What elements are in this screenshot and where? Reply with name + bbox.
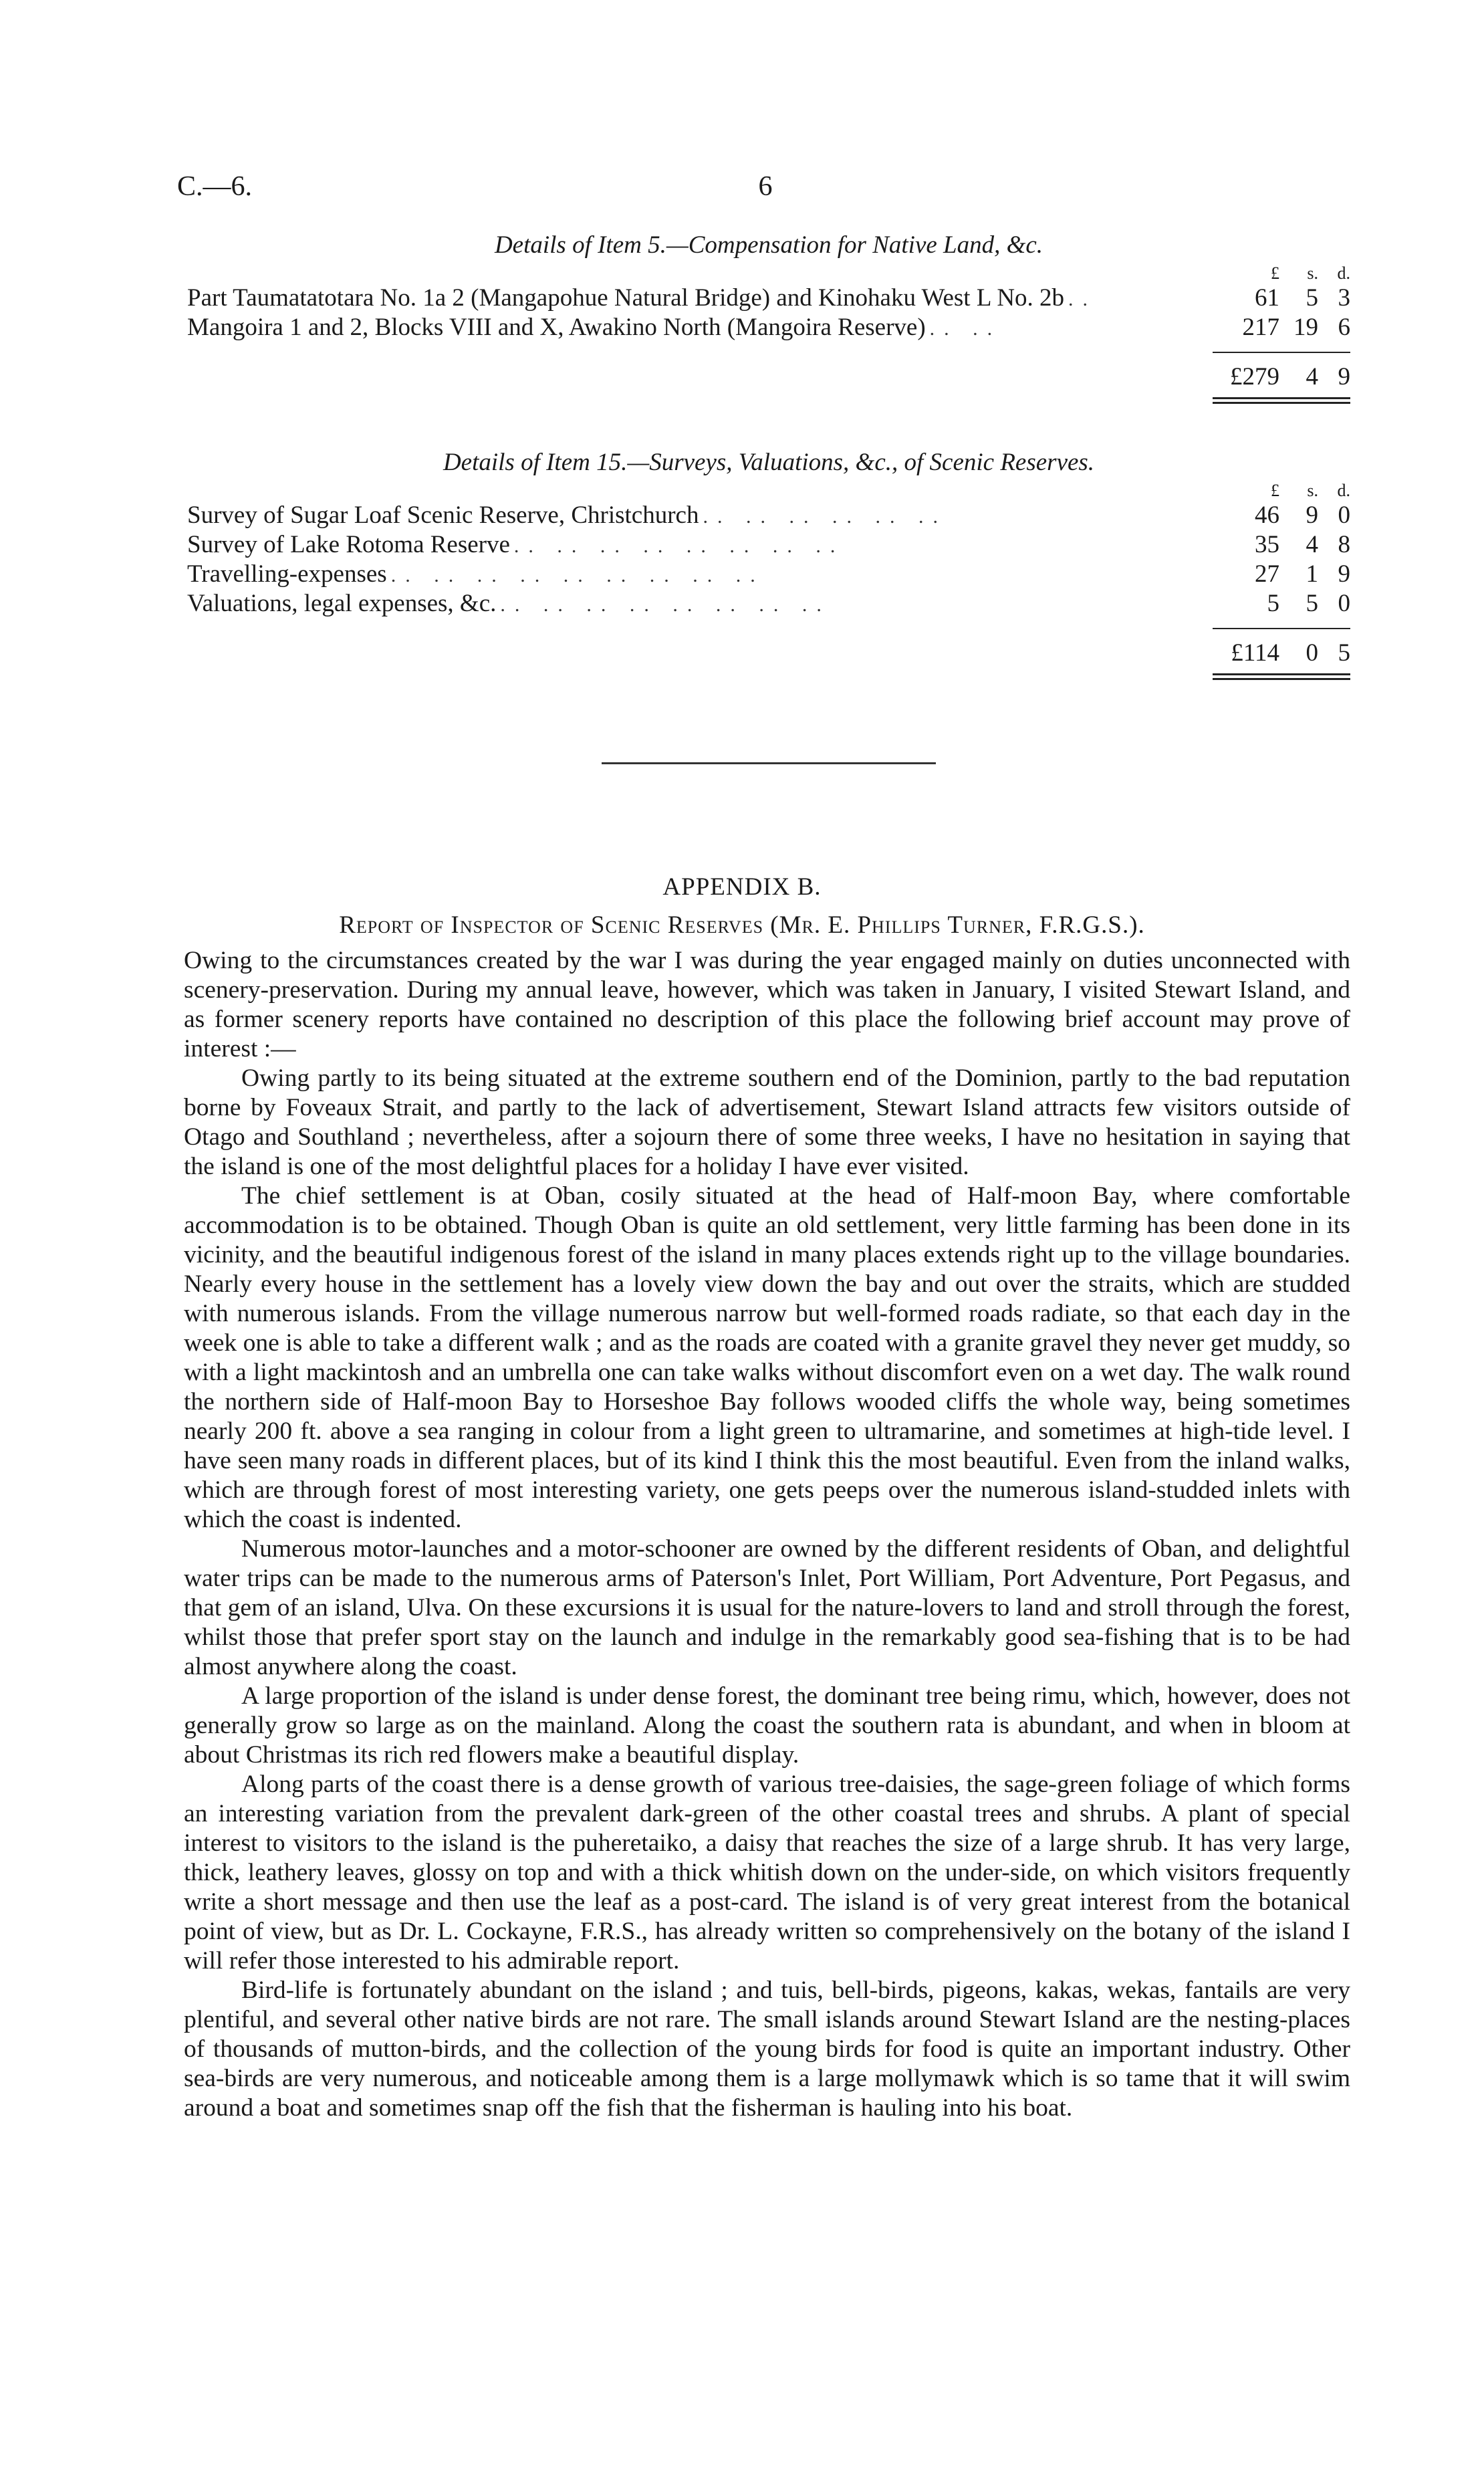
- row-pence: 9: [1338, 560, 1350, 588]
- table-title: Details of Item 15.—Surveys, Valuations, &c., of Scenic Reserves.: [443, 449, 1095, 476]
- compensation-table: [187, 231, 1350, 404]
- total-row: [187, 628, 1350, 667]
- paragraph: Bird-life is fortunately abundant on the island ; and tuis, bell-birds, pigeons, kakas, wekas, fantails are very plentiful, and several other native birds are not rare. The small islands around Stewart Island are the nesting-places of thousands of mutton-birds, and the collection of the young birds for food is quite an important industry. Other sea-birds are very numerous, and noticeable among them is a large mollymawk which is so tame that it will swim around a boat and sometimes snap off the fish that the fisherman is hauling into his boat.: [184, 1977, 1350, 2122]
- row-pounds: 27: [1255, 560, 1279, 588]
- row-pounds: 35: [1255, 531, 1279, 558]
- row-shillings: 5: [1306, 284, 1318, 312]
- row-pence: 0: [1338, 590, 1350, 617]
- row-description: Valuations, legal expenses, &c.: [187, 590, 497, 617]
- row-pounds: 5: [1267, 590, 1279, 617]
- row-pounds: 46: [1255, 501, 1279, 529]
- row-shillings: 4: [1306, 531, 1318, 558]
- pence-head: d.: [1337, 263, 1350, 283]
- row-pounds: 217: [1242, 314, 1279, 341]
- table-row: [187, 589, 1350, 619]
- report-heading: Report of Inspector of Scenic Reserves (Mr. E. Phillips Turner, F.R.G.S.).: [339, 911, 1145, 939]
- document-reference: C.—6.: [177, 171, 253, 202]
- dot-leader: .. .. .. .. .. .. .. .. ..: [390, 564, 765, 586]
- report-body: [184, 946, 1350, 2123]
- row-shillings: 5: [1306, 590, 1318, 617]
- total-pounds: £114: [1231, 639, 1279, 667]
- table-row: [187, 313, 1350, 342]
- section-divider: [602, 762, 936, 764]
- dot-leader: .. .. .. .. .. ..: [703, 505, 947, 528]
- row-description: Travelling-expenses: [187, 560, 387, 588]
- total-double-rule: [187, 673, 1350, 680]
- row-shillings: 1: [1306, 560, 1318, 588]
- dot-leader: ..: [1068, 288, 1098, 310]
- row-pence: 8: [1338, 531, 1350, 558]
- shillings-head: s.: [1307, 481, 1318, 500]
- table-row: [187, 501, 1350, 530]
- total-row: [187, 352, 1350, 390]
- total-double-rule: [187, 397, 1350, 404]
- page-number: 6: [758, 171, 773, 202]
- row-shillings: 9: [1306, 501, 1318, 529]
- pence-head: d.: [1337, 481, 1350, 500]
- table-row: [187, 560, 1350, 589]
- row-shillings: 19: [1293, 314, 1318, 341]
- paragraph: The chief settlement is at Oban, cosily situated at the head of Half-moon Bay, where comfortable accommodation is to be obtained. Though Oban is quite an old settlement, very little farming has been done in its vicinity, and the beautiful indigenous forest of the island in many places extends right up to the village boundaries. Nearly every house in the settlement has a lovely view down the bay and out over the straits, which are studded with numerous islands. From the village numerous narrow but well-formed roads radiate, so that each day in the week one is able to take a different walk ; and as the roads are coated with a granite gravel they never get muddy, so with a light mackintosh and an umbrella one can take walks without discomfort even on a wet day. The walk round the northern side of Half-moon Bay to Horseshoe Bay follows wooded cliffs the whole way, being sometimes nearly 200 ft. above a sea ranging in colour from a light green to ultramarine, and sometimes at high-tide level. I have seen many roads in different places, but of its kind I think this the most beautiful. Even from the inland walks, which are through forest of most interesting variety, one gets peeps over the numerous island-studded inlets with which the coast is indented.: [184, 1182, 1350, 1533]
- row-pence: 3: [1338, 284, 1350, 312]
- paragraph: Along parts of the coast there is a dense growth of various tree-daisies, the sage-green foliage of which forms an interesting variation from the prevalent dark-green of the other coastal trees and shrubs. A plant of special interest to visitors to the island is the puheretaiko, a daisy that reaches the size of a large shrub. It has very large, thick, leathery leaves, glossy on top and with a thick whitish down on the under-side, on which visitors frequently write a short message and then use the leaf as a post-card. The island is of very great interest from the botanical point of view, but as Dr. L. Cockayne, F.R.S., has already written so comprehensively on the botany of the island I will refer those interested to his admirable report.: [184, 1771, 1350, 1975]
- total-pence: 9: [1338, 363, 1350, 390]
- row-description: Survey of Lake Rotoma Reserve: [187, 531, 510, 558]
- row-pounds: 61: [1255, 284, 1279, 312]
- page-header: [177, 171, 1354, 211]
- surveys-table: [187, 448, 1350, 680]
- row-description: Survey of Sugar Loaf Scenic Reserve, Christchurch: [187, 501, 699, 529]
- paragraph: Owing to the circumstances created by the war I was during the year engaged mainly on duties unconnected with scenery-preservation. During my annual leave, however, which was taken in January, I visited Stewart Island, and as former scenery reports have contained no description of this place the following brief account may prove of interest :—: [184, 947, 1350, 1062]
- table-title: Details of Item 5.—Compensation for Native Land, &c.: [494, 231, 1043, 259]
- currency-header: [187, 263, 1350, 284]
- shillings-head: s.: [1307, 263, 1318, 283]
- table-row: [187, 284, 1350, 313]
- row-pence: 0: [1338, 501, 1350, 529]
- dot-leader: .. .. .. .. .. .. .. ..: [513, 535, 845, 557]
- paragraph: Numerous motor-launches and a motor-schooner are owned by the different residents of Oban, and delightful water trips can be made to the numerous arms of Paterson's Inlet, Port William, Port Adventure, Port Pegasus, and that gem of an island, Ulva. On these excursions it is usual for the nature-lovers to land and stroll through the forest, whilst those that prefer sport stay on the launch and indulge in the remarkably good sea-fishing that is to be had almost anywhere along the coast.: [184, 1535, 1350, 1680]
- paragraph: A large proportion of the island is under dense forest, the dominant tree being rimu, which, however, does not generally grow so large as on the mainland. Along the coast the southern rata is abundant, and when in bloom at about Christmas its rich red flowers make a beautiful display.: [184, 1682, 1350, 1769]
- row-description: Part Taumatatotara No. 1a 2 (Mangapohue Natural Bridge) and Kinohaku West L No. 2b: [187, 284, 1065, 312]
- pounds-head: £: [1271, 263, 1279, 283]
- dot-leader: .. ..: [929, 318, 1002, 340]
- total-shillings: 4: [1306, 363, 1318, 390]
- total-pence: 5: [1338, 639, 1350, 667]
- table-row: [187, 530, 1350, 560]
- paragraph: Owing partly to its being situated at the extreme southern end of the Dominion, partly to the bad reputation borne by Foveaux Strait, and partly to the lack of advertisement, Stewart Island attracts few visitors outside of Otago and Southland ; nevertheless, after a sojourn there of some three weeks, I have no hesitation in saying that the island is one of the most delightful places for a holiday I have ever visited.: [184, 1064, 1350, 1180]
- row-description: Mangoira 1 and 2, Blocks VIII and X, Awakino North (Mangoira Reserve): [187, 314, 926, 341]
- currency-header: [187, 481, 1350, 501]
- appendix-title: APPENDIX B.: [662, 873, 822, 901]
- dot-leader: .. .. .. .. .. .. .. ..: [500, 594, 831, 616]
- row-pence: 6: [1338, 314, 1350, 341]
- pounds-head: £: [1271, 481, 1279, 500]
- total-shillings: 0: [1306, 639, 1318, 667]
- total-pounds: £279: [1230, 363, 1279, 390]
